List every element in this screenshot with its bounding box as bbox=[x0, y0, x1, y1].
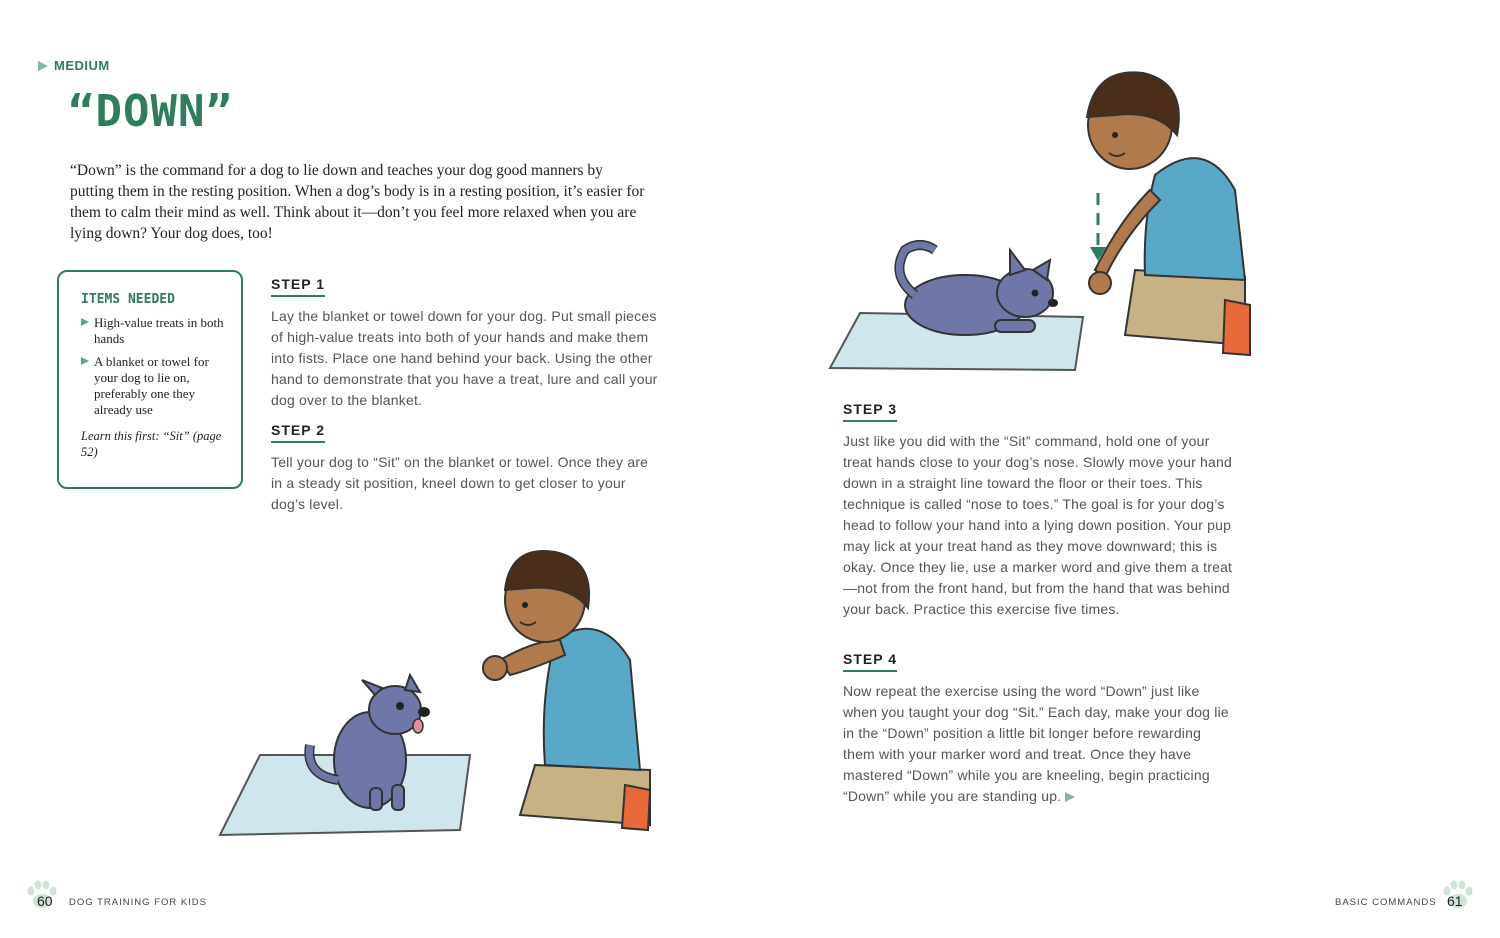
item-text: High-value treats in both hands bbox=[94, 315, 224, 346]
step-1-title: STEP 1 bbox=[271, 276, 325, 297]
step-2-text: Tell your dog to “Sit” on the blanket or towel. Once they are in a steady sit position, kneel down to get closer to your dog’s level. bbox=[271, 454, 649, 512]
difficulty-text: MEDIUM bbox=[54, 58, 110, 73]
list-item bbox=[81, 354, 227, 418]
footer-section-title: BASIC COMMANDS bbox=[1335, 897, 1437, 908]
learn-first-note: Learn this first: “Sit” (page 52) bbox=[81, 429, 222, 459]
difficulty-label bbox=[38, 58, 110, 73]
step-1-text: Lay the blanket or towel down for your dog. Put small pieces of high-value treats into both of your hands and make them into fists. Place one hand behind your back. Using the other hand to demonstrate that you have a treat, lure and call your dog over to the blanket. bbox=[271, 308, 658, 408]
illustration-sit bbox=[210, 530, 660, 850]
item-text: A blanket or towel for your dog to lie on, preferably one they already use bbox=[94, 354, 209, 417]
step-4-title: STEP 4 bbox=[843, 651, 897, 672]
triangle-icon bbox=[81, 318, 89, 326]
step-4 bbox=[843, 651, 1233, 807]
list-item bbox=[81, 315, 227, 347]
boy-kneeling bbox=[1087, 72, 1250, 355]
page-number-left: 60 bbox=[37, 893, 53, 909]
dog-lying bbox=[899, 245, 1058, 335]
triangle-icon bbox=[38, 61, 48, 71]
down-arrow-icon bbox=[1090, 193, 1106, 261]
items-needed-box bbox=[57, 270, 243, 489]
boy-kneeling bbox=[483, 551, 650, 830]
triangle-icon bbox=[81, 357, 89, 365]
step-1 bbox=[271, 276, 661, 411]
illustration-down bbox=[825, 55, 1270, 385]
page-title: “DOWN” bbox=[68, 86, 233, 137]
continue-arrow-icon bbox=[1065, 792, 1075, 802]
step-3-text: Just like you did with the “Sit” command, hold one of your treat hands close to your dog’s nose. Slowly move your hand down in a straight line toward the floor or their toes. This technique is called “nose to toes.” The goal is for your dog’s head to follow your hand into a lying down position. Your pup may lick at your treat hand as they move downward; this is okay. Once they lie, use a marker word and give them a treat—not from the front hand, but from the hand that was behind your back. Practice this exercise five times. bbox=[843, 433, 1233, 617]
footer-book-title: DOG TRAINING FOR KIDS bbox=[69, 897, 208, 908]
step-4-text bbox=[843, 681, 1233, 807]
items-needed-title: ITEMS NEEDED bbox=[81, 292, 175, 307]
step-2-title: STEP 2 bbox=[271, 422, 325, 443]
page-number-right: 61 bbox=[1447, 893, 1463, 909]
step-3 bbox=[843, 401, 1233, 620]
step-2 bbox=[271, 422, 661, 515]
intro-paragraph: “Down” is the command for a dog to lie down and teaches your dog good manners by putting them in the resting position. When a dog’s body is in a resting position, it’s easier for them to calm their mind as well. Think about it—don’t you feel more relaxed when you are lying down? Your dog does, too! bbox=[70, 162, 645, 242]
step-4-text-body: Now repeat the exercise using the word “Down” just like when you taught your dog “Sit.” Each day, make your dog lie in the “Down” position a little bit longer before rewarding them with your marker word and treat. Once they have mastered “Down” while you are kneeling, begin practicing “Down” while you are standing up. bbox=[843, 683, 1229, 804]
step-3-title: STEP 3 bbox=[843, 401, 897, 422]
